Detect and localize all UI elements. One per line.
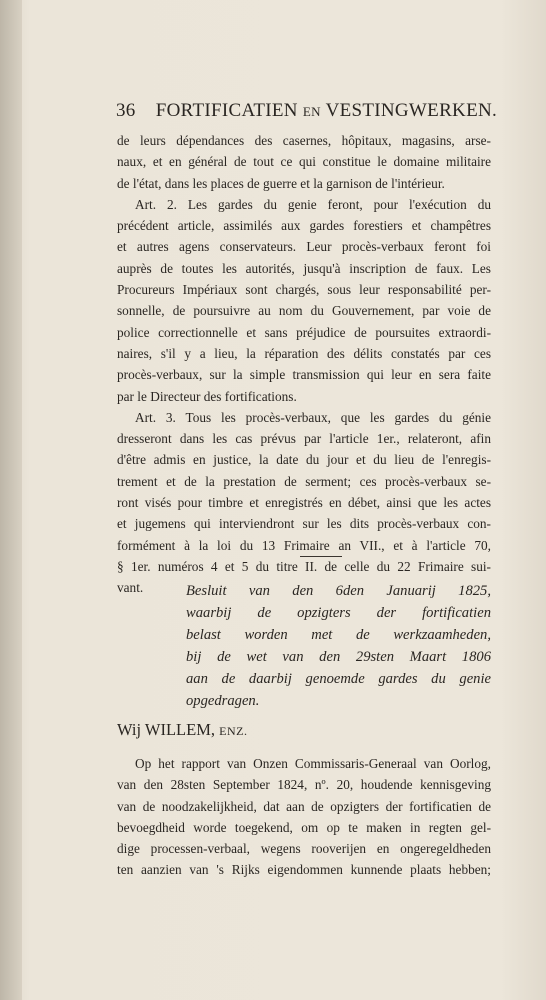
text-line: ten aanzien van 's Rijks eigendommen kunnende plaats hebben; (117, 862, 491, 878)
text-line: vant. (117, 580, 144, 596)
text-line: naires, s'il y a lieu, la réparation des délits constatés par ces (117, 345, 491, 361)
page-number: 36 (116, 100, 136, 121)
text-line: sonnelle, de poursuivre au nom du Gouvernement, par voie de (117, 303, 491, 319)
text-line: de l'état, dans les places de guerre et la garnison de l'intérieur. (117, 175, 445, 191)
text-line: et autres agens conservateurs. Leur procès-verbaux feront foi (117, 239, 491, 255)
body-text (117, 130, 491, 599)
text-line: naux, et en général de tout ce qui constitue le domaine militaire (117, 154, 491, 170)
decree-line: waarbij de opzigters der fortificatien (186, 605, 491, 621)
page-gutter (0, 0, 22, 1000)
text-line: procès-verbaux, sur la simple transmission qui leur en sera faite (117, 367, 491, 383)
decree-heading (186, 580, 491, 712)
text-line: par le Directeur des fortifications. (117, 388, 297, 404)
decree-line: opgedragen. (186, 693, 260, 709)
text-line: Op het rapport van Onzen Commissaris-Generaal van Oorlog, (135, 756, 491, 771)
text-line: trement et de la prestation de serment; ces procès-verbaux se- (117, 473, 491, 489)
text-line: Art. 2. Les gardes du genie feront, pour l'exécution du (135, 196, 491, 212)
text-line: dresseront dans les cas prévus par l'article 1er., relateront, afin (117, 431, 491, 447)
decree-line: Besluit van den 6den Januarij 1825, (186, 583, 491, 599)
text-line: van den 28sten September 1824, nº. 20, houdende kennisgeving (117, 777, 491, 793)
header-title-part2: VESTINGWERKEN. (325, 100, 498, 121)
text-line: et jugemens qui interviendront sur les dits procès-verbaux con- (117, 516, 491, 532)
text-line: dige processen-verbaal, wegens rooverijen en ongeregeldheden (117, 841, 491, 857)
text-line: auprès de toutes les autorités, jusqu'à inscription de faux. Les (117, 260, 491, 276)
text-line: police correctionnelle et sans préjudice de poursuites extraordi- (117, 324, 491, 340)
section-divider (300, 556, 342, 557)
decree-line: aan de daarbij genoemde gardes du genie (186, 671, 491, 687)
header-title-part1: FORTIFICATIEN (155, 100, 298, 121)
text-line: précédent article, assimilés aux gardes forestiers et champêtres (117, 218, 491, 234)
salutation-enz: ENZ. (219, 724, 248, 738)
text-line: bevoegdheid worde toegekend, om op te maken in regten gel- (117, 819, 491, 835)
decree-line: belast worden met de werkzaamheden, (186, 627, 491, 643)
text-line: d'être admis en justice, la date du jour et du lieu de l'enregis- (117, 452, 491, 468)
running-header (116, 100, 498, 124)
text-line: § 1er. numéros 4 et 5 du titre II. de celle du 22 Frimaire sui- (117, 558, 491, 574)
decree-line: bij de wet van den 29sten Maart 1806 (186, 649, 491, 665)
header-title-conjunction: EN (302, 104, 321, 119)
text-line: van de noodzakelijkheid, dat aan de opzigters der fortificatien de (117, 798, 491, 814)
royal-salutation (117, 720, 491, 744)
decree-body (117, 753, 491, 881)
salutation-main: Wij WILLEM, (117, 720, 216, 739)
text-line: formément à la loi du 13 Frimaire an VII., et à l'article 70, (117, 537, 491, 553)
text-line: ront visés pour timbre et enregistrés en débet, ainsi que les actes (117, 495, 491, 511)
text-line: Art. 3. Tous les procès-verbaux, que les gardes du génie (135, 409, 491, 425)
text-line: Procureurs Impériaux sont chargés, sous leur responsabilité per- (117, 282, 491, 298)
text-line: de leurs dépendances des casernes, hôpitaux, magasins, arse- (117, 133, 491, 148)
